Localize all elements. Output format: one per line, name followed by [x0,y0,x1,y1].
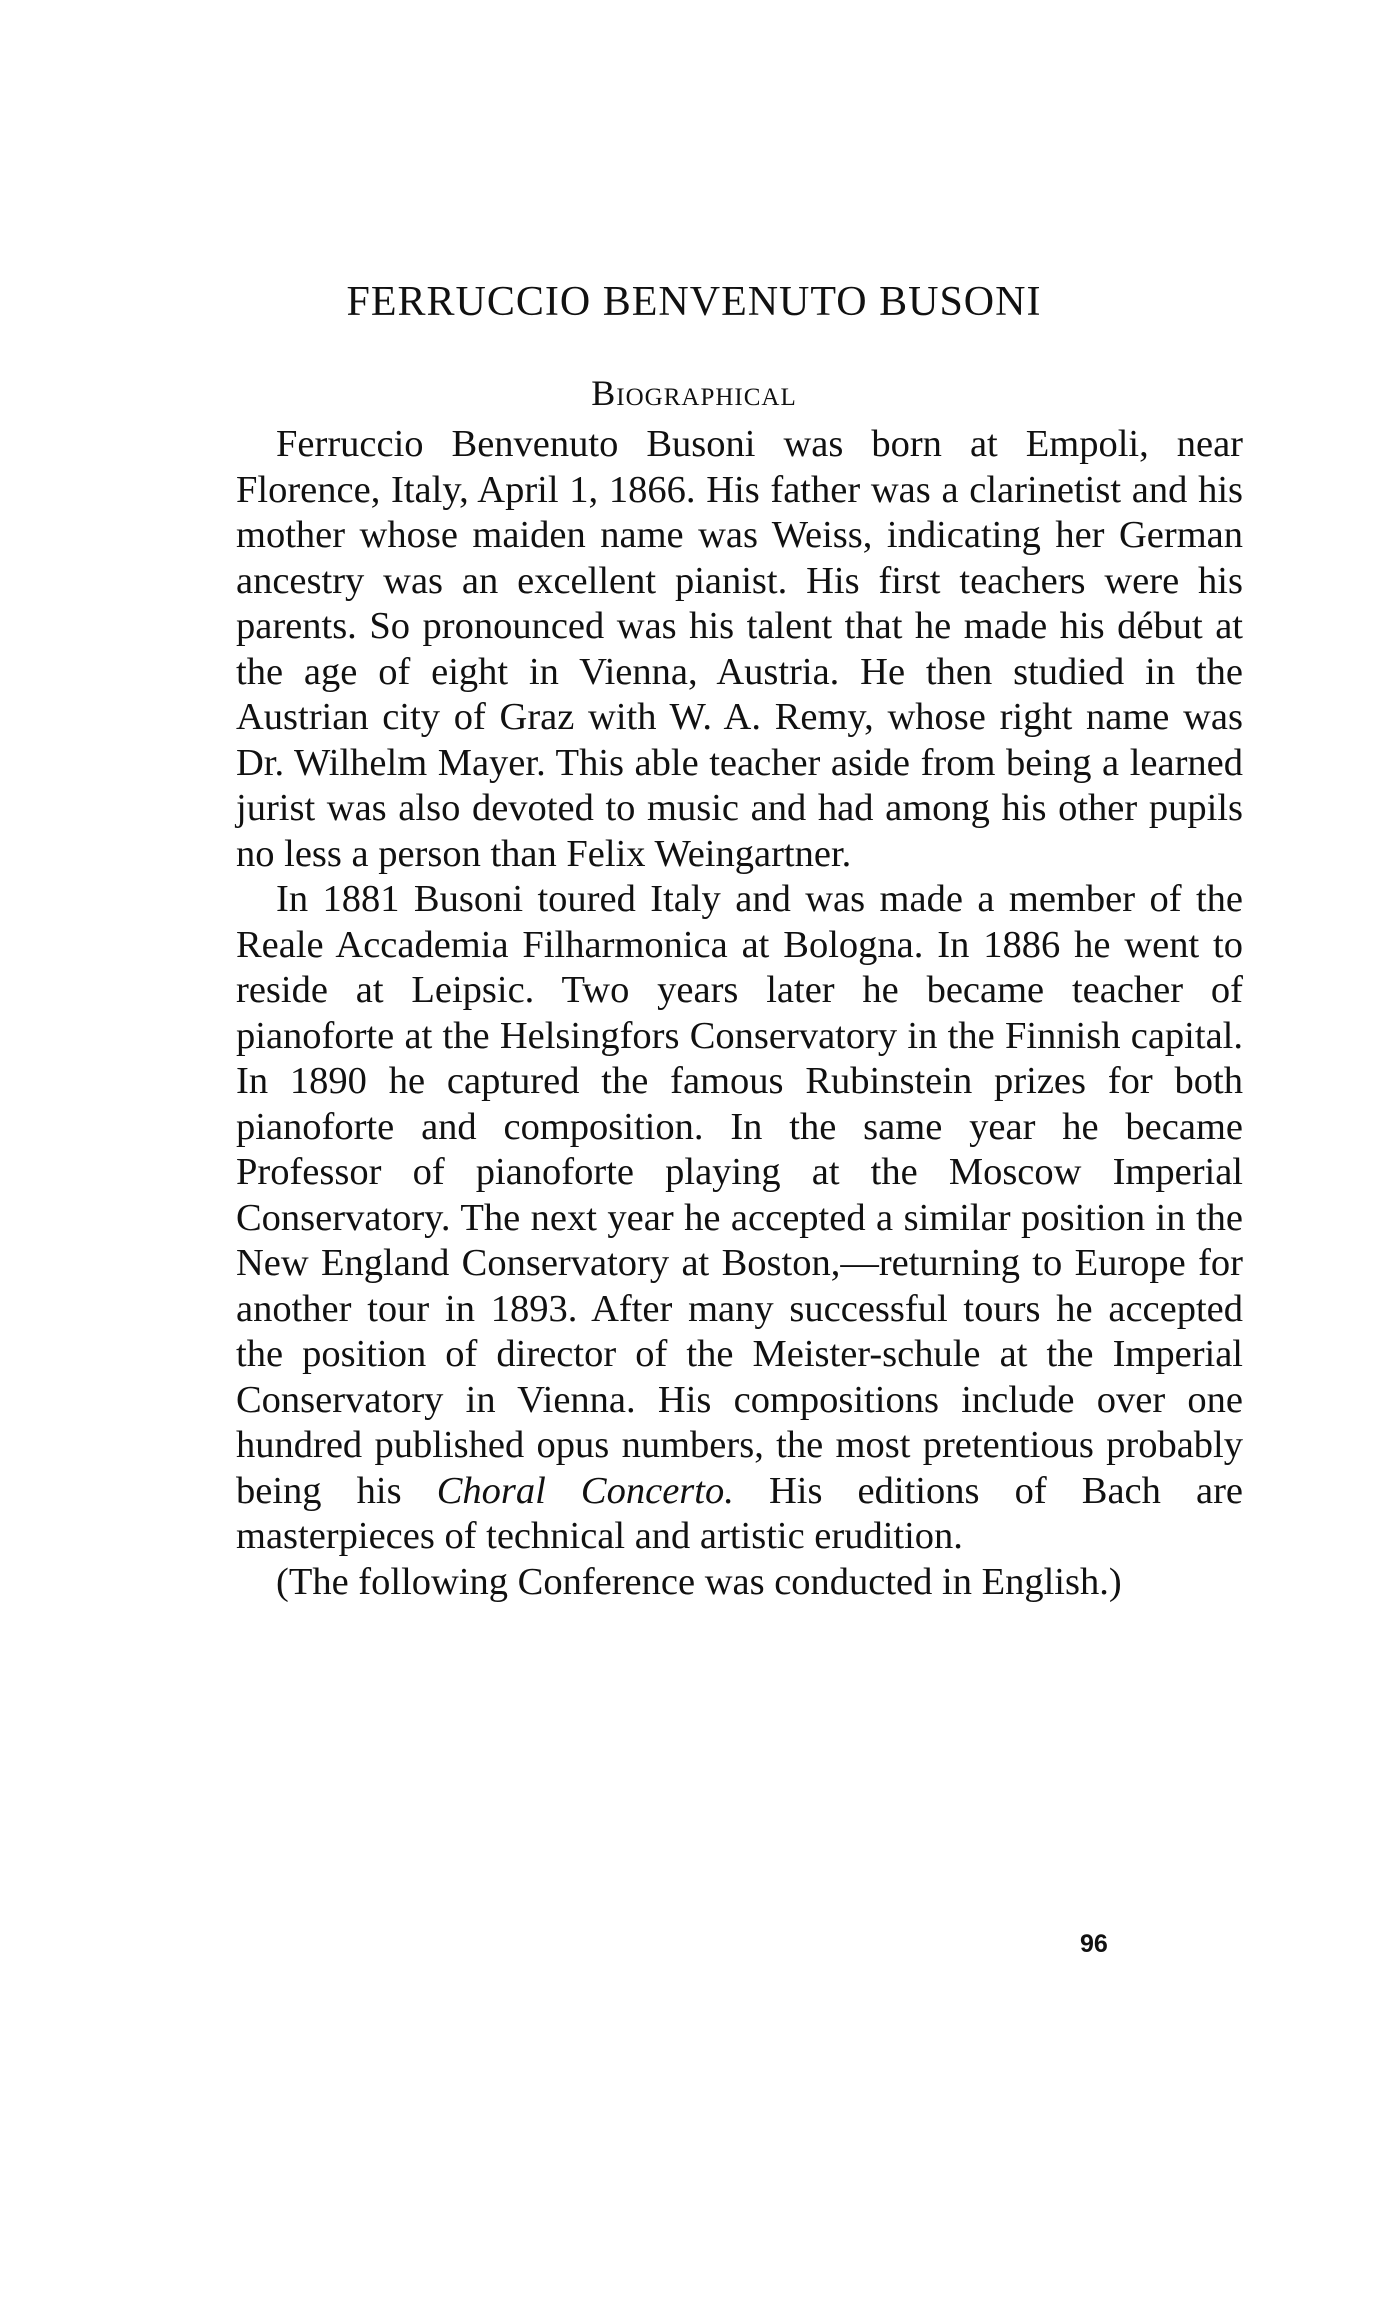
career-text-end: His editions of Bach are masterpieces of technical and artistic erudition. [236,1469,1243,1557]
biography-text [236,422,1243,1605]
career-text: In 1881 Busoni toured Italy and was made a member of the Reale Accademia Filharmonica at Bologna. In 1886 he went to reside at Leipsic. Two years later he became teacher of pianoforte at the Helsingfors Conservatory in the Finnish capital. In 1890 he captured the famous Rubinstein prizes for both pianoforte and composition. In the same year he became Professor of pianoforte playing at the Moscow Imperial Conservatory. The next year he accepted a similar position in the New England Conservatory at Boston,—returning to Europe for another tour in 1893. After many successful tours he accepted the position of director of the Meister-schule at the Imperial Conservatory in Vienna. His compositions include over one hundred published opus numbers, the most pretentious probably being his [236,878,1243,1512]
paragraph-note: (The following Conference was conducted in English.) [276,1560,1122,1603]
section-subtitle: Biographical [591,373,797,413]
paragraph-career [236,877,1243,1560]
page-title: FERRUCCIO BENVENUTO BUSONI [346,279,1042,325]
page-number: 96 [1080,1930,1108,1958]
paragraph-early-life: Ferruccio Benvenuto Busoni was born at Empoli, near Florence, Italy, April 1, 1866. His father was a clarinetist and his mother whose maiden name was Weiss, indicating her German ancestry was an excellent pianist. His first teachers were his parents. So pronounced was his talent that he made his début at the age of eight in Vienna, Austria. He then studied in the Austrian city of Graz with W. A. Remy, whose right name was Dr. Wilhelm Mayer. This able teacher aside from being a learned jurist was also devoted to music and had among his other pupils no less a person than Felix Weingartner. [236,423,1243,875]
work-title: Choral Concerto. [436,1469,734,1512]
